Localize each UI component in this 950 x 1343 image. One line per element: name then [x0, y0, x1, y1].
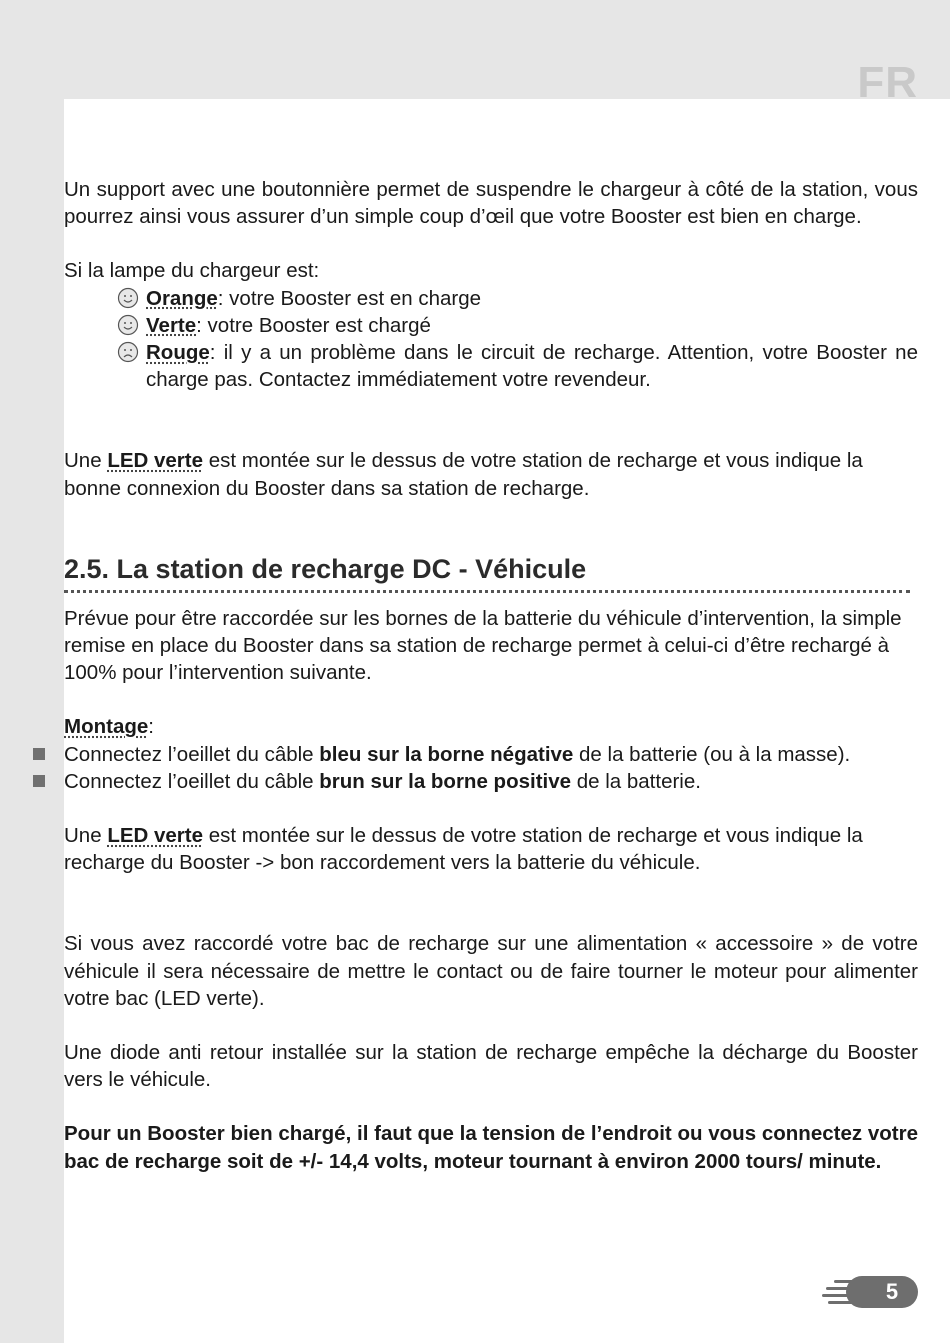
- language-tab: FR: [857, 58, 918, 107]
- led-pre-2: Une: [64, 824, 108, 848]
- section-intro: Prévue pour être raccordée sur les bornes de la batterie du véhicule d’intervention, la simple remise en place du Booster dans sa station de recharge permet à celui-ci d’être rechargé à 100% pour l’intervention suivante.: [64, 606, 902, 685]
- intro-paragraph: Un support avec une boutonnière permet de suspendre le chargeur à côté de la station, vous pourrez ainsi vous assurer d’un simple coup d’œil que votre Booster est bien en charge.: [64, 178, 918, 229]
- lamp-intro: Si la lampe du chargeur est:: [64, 259, 320, 283]
- smiley-sad-icon: [116, 341, 140, 363]
- diode-paragraph: Une diode anti retour installée sur la station de recharge empêche la décharge du Booster vers le véhicule.: [64, 1041, 918, 1092]
- led-label-2: LED verte: [107, 824, 204, 848]
- montage-bullet-2: [64, 768, 918, 795]
- montage-colon: :: [148, 715, 154, 739]
- smiley-happy-icon: [116, 314, 140, 336]
- voltage-note: Pour un Booster bien chargé, il faut que la tension de l’endroit ou vous connectez votre bac de recharge soit de +/- 14,4 volts, moteur tournant à environ 2000 tours/ minute.: [64, 1122, 918, 1173]
- led-paragraph-2: [64, 822, 918, 876]
- lamp-item-verte: [116, 312, 918, 339]
- bullet-square-icon: [33, 748, 45, 760]
- bullet-1-pre: Connectez l’oeillet du câble: [64, 742, 320, 766]
- led-post-1: est montée sur le dessus de votre station de recharge et vous indique la bonne connexion du Booster dans sa station de recharge.: [64, 449, 863, 500]
- lamp-text-rouge: : il y a un problème dans le circuit de recharge. Attention, votre Booster ne charge pas. Contactez immédiatement votre revendeur.: [146, 341, 918, 392]
- lamp-label-rouge: Rouge: [146, 341, 210, 365]
- bullet-2-post: de la batterie.: [571, 769, 701, 793]
- section-title: 2.5. La station de recharge DC - Véhicule: [64, 552, 910, 593]
- lamp-text-orange: : votre Booster est en charge: [217, 286, 482, 310]
- lamp-text-verte: : votre Booster est chargé: [196, 313, 431, 337]
- page-number-badge: [822, 1274, 922, 1310]
- lamp-item-orange: [116, 285, 918, 312]
- bullet-square-icon: [33, 775, 45, 787]
- lamp-item-rouge: [116, 339, 918, 393]
- accessory-paragraph: Si vous avez raccordé votre bac de recharge sur une alimentation « accessoire » de votre véhicule il sera nécessaire de mettre le contact ou de faire tourner le moteur pour alimenter votre bac (LED verte).: [64, 932, 918, 1010]
- lamp-label-verte: Verte: [146, 313, 197, 337]
- led-post-2: est montée sur le dessus de votre station de recharge et vous indique la recharge du Booster -> bon raccordement vers la batterie du véhicule.: [64, 824, 863, 875]
- montage-label: Montage: [64, 715, 149, 739]
- lamp-label-orange: Orange: [146, 286, 218, 310]
- led-paragraph-1: [64, 447, 918, 501]
- page-number: 5: [846, 1276, 918, 1308]
- bullet-1-bold: bleu sur la borne négative: [319, 742, 574, 766]
- bullet-1-post: de la batterie (ou à la masse).: [573, 742, 851, 766]
- montage-heading: [64, 713, 918, 740]
- bullet-2-pre: Connectez l’oeillet du câble: [64, 769, 320, 793]
- document-body: [64, 176, 918, 1175]
- bullet-2-bold: brun sur la borne positive: [319, 769, 572, 793]
- smiley-happy-icon: [116, 287, 140, 309]
- led-pre-1: Une: [64, 449, 108, 473]
- led-label-1: LED verte: [107, 449, 204, 473]
- montage-bullet-1: [64, 741, 918, 768]
